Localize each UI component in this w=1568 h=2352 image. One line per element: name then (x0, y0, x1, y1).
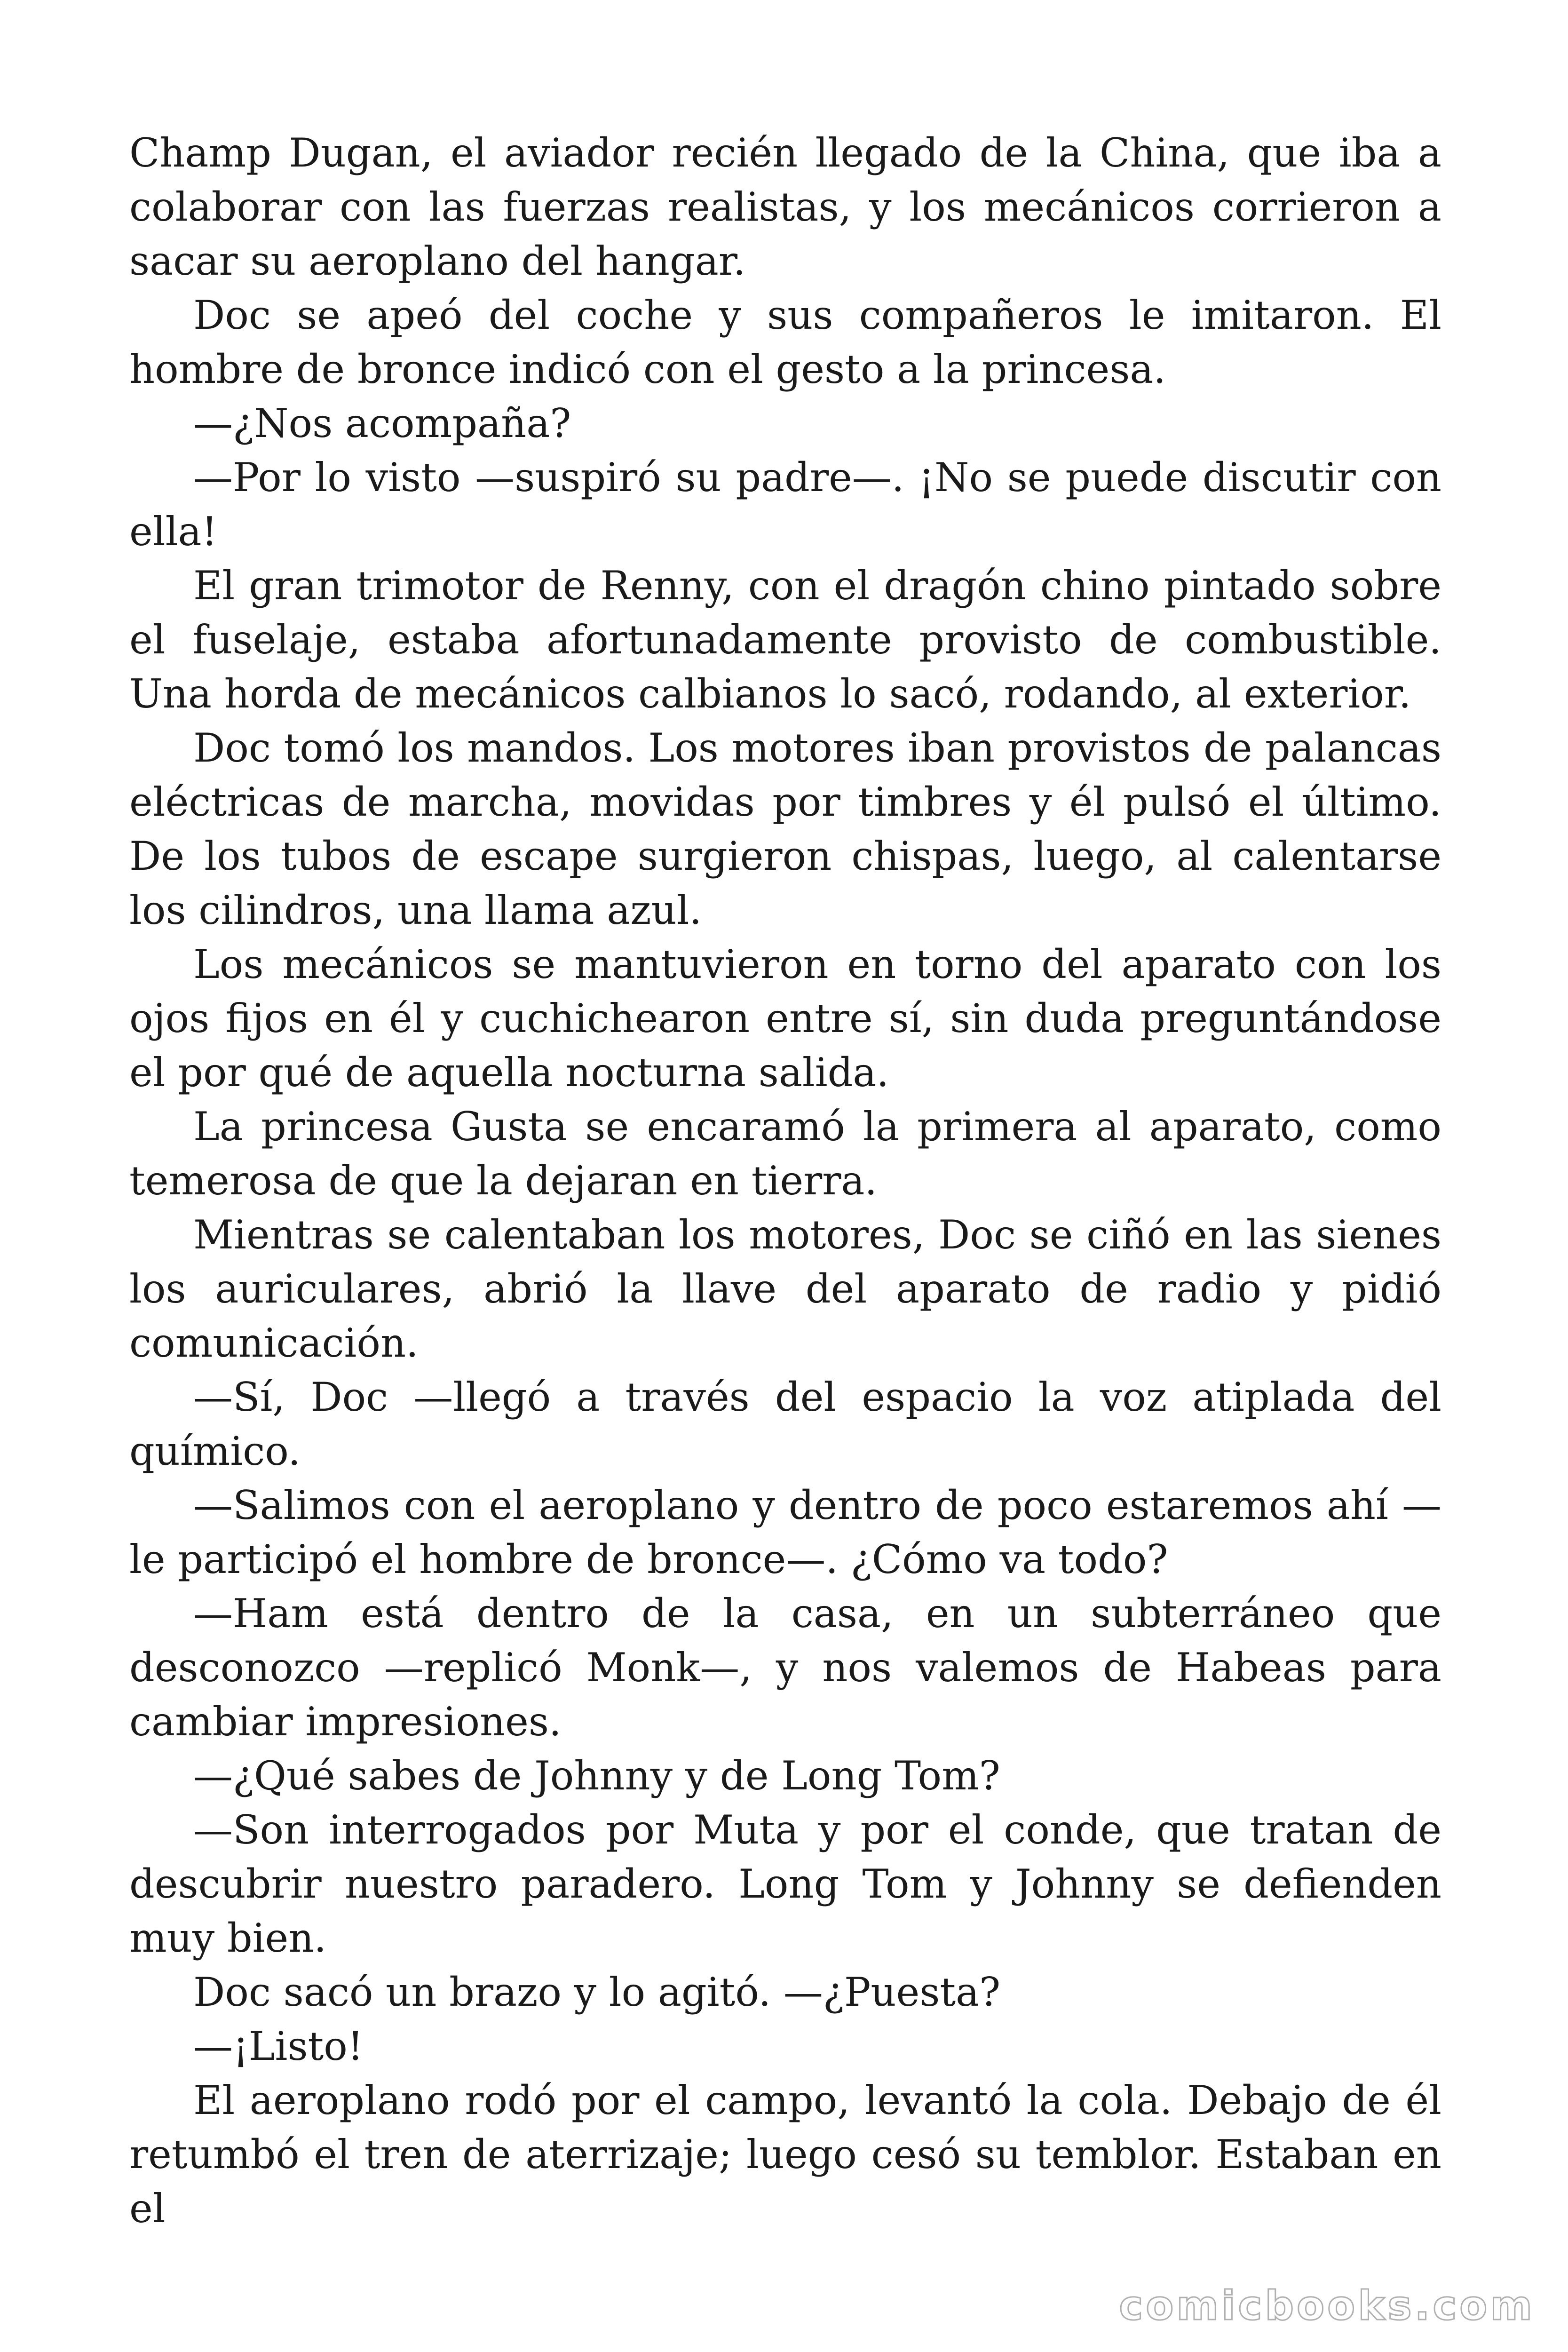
paragraph: El aeroplano rodó por el campo, levantó la cola. Debajo de él retumbó el tren de aterrizaje; luego cesó su temblor. Estaban en el (129, 2077, 1441, 2232)
paragraph: Champ Dugan, el aviador recién llegado de la China, que iba a colaborar con las fuerzas realistas, y los mecánicos corrieron a sacar su aeroplano del hangar. (129, 130, 1441, 284)
paragraph: —Son interrogados por Muta y por el conde, que tratan de descubrir nuestro paradero. Long Tom y Johnny se defienden muy bien. (129, 1807, 1441, 1961)
paragraph: Los mecánicos se mantuvieron en torno del aparato con los ojos fijos en él y cuchichearon entre sí, sin duda preguntándose el por qué de aquella nocturna salida. (129, 941, 1441, 1096)
paragraph: —¡Listo! (193, 2023, 364, 2069)
paragraph: —¿Nos acompaña? (193, 400, 571, 446)
paragraph: —Salimos con el aeroplano y dentro de poco estaremos ahí —le participó el hombre de bronce—. ¿Cómo va todo? (129, 1482, 1441, 1582)
paragraph: —Por lo visto —suspiró su padre—. ¡No se puede discutir con ella! (129, 454, 1441, 555)
paragraph: Doc tomó los mandos. Los motores iban provistos de palancas eléctricas de marcha, movidas por timbres y él pulsó el último. De los tubos de escape surgieron chispas, luego, al calentarse los cilindros, una llama azul. (129, 725, 1441, 933)
paragraph: —¿Qué sabes de Johnny y de Long Tom? (193, 1753, 1000, 1799)
paragraph: Doc sacó un brazo y lo agitó. —¿Puesta? (193, 1969, 1001, 2015)
paragraph: Doc se apeó del coche y sus compañeros le imitaron. El hombre de bronce indicó con el gesto a la princesa. (129, 292, 1441, 392)
page-text (129, 126, 1441, 2236)
paragraph: —Ham está dentro de la casa, en un subterráneo que desconozco —replicó Monk—, y nos valemos de Habeas para cambiar impresiones. (129, 1590, 1441, 1745)
watermark: comicbooks.com (1119, 2282, 1535, 2329)
paragraph: El gran trimotor de Renny, con el dragón chino pintado sobre el fuselaje, estaba afortunadamente provisto de combustible. Una horda de mecánicos calbianos lo sacó, rodando, al exterior. (129, 563, 1441, 717)
paragraph: —Sí, Doc —llegó a través del espacio la voz atiplada del químico. (129, 1374, 1441, 1474)
paragraph: La princesa Gusta se encaramó la primera al aparato, como temerosa de que la dejaran en tierra. (129, 1104, 1441, 1204)
paragraph: Mientras se calentaban los motores, Doc se ciñó en las sienes los auriculares, abrió la llave del aparato de radio y pidió comunicación. (129, 1212, 1441, 1366)
